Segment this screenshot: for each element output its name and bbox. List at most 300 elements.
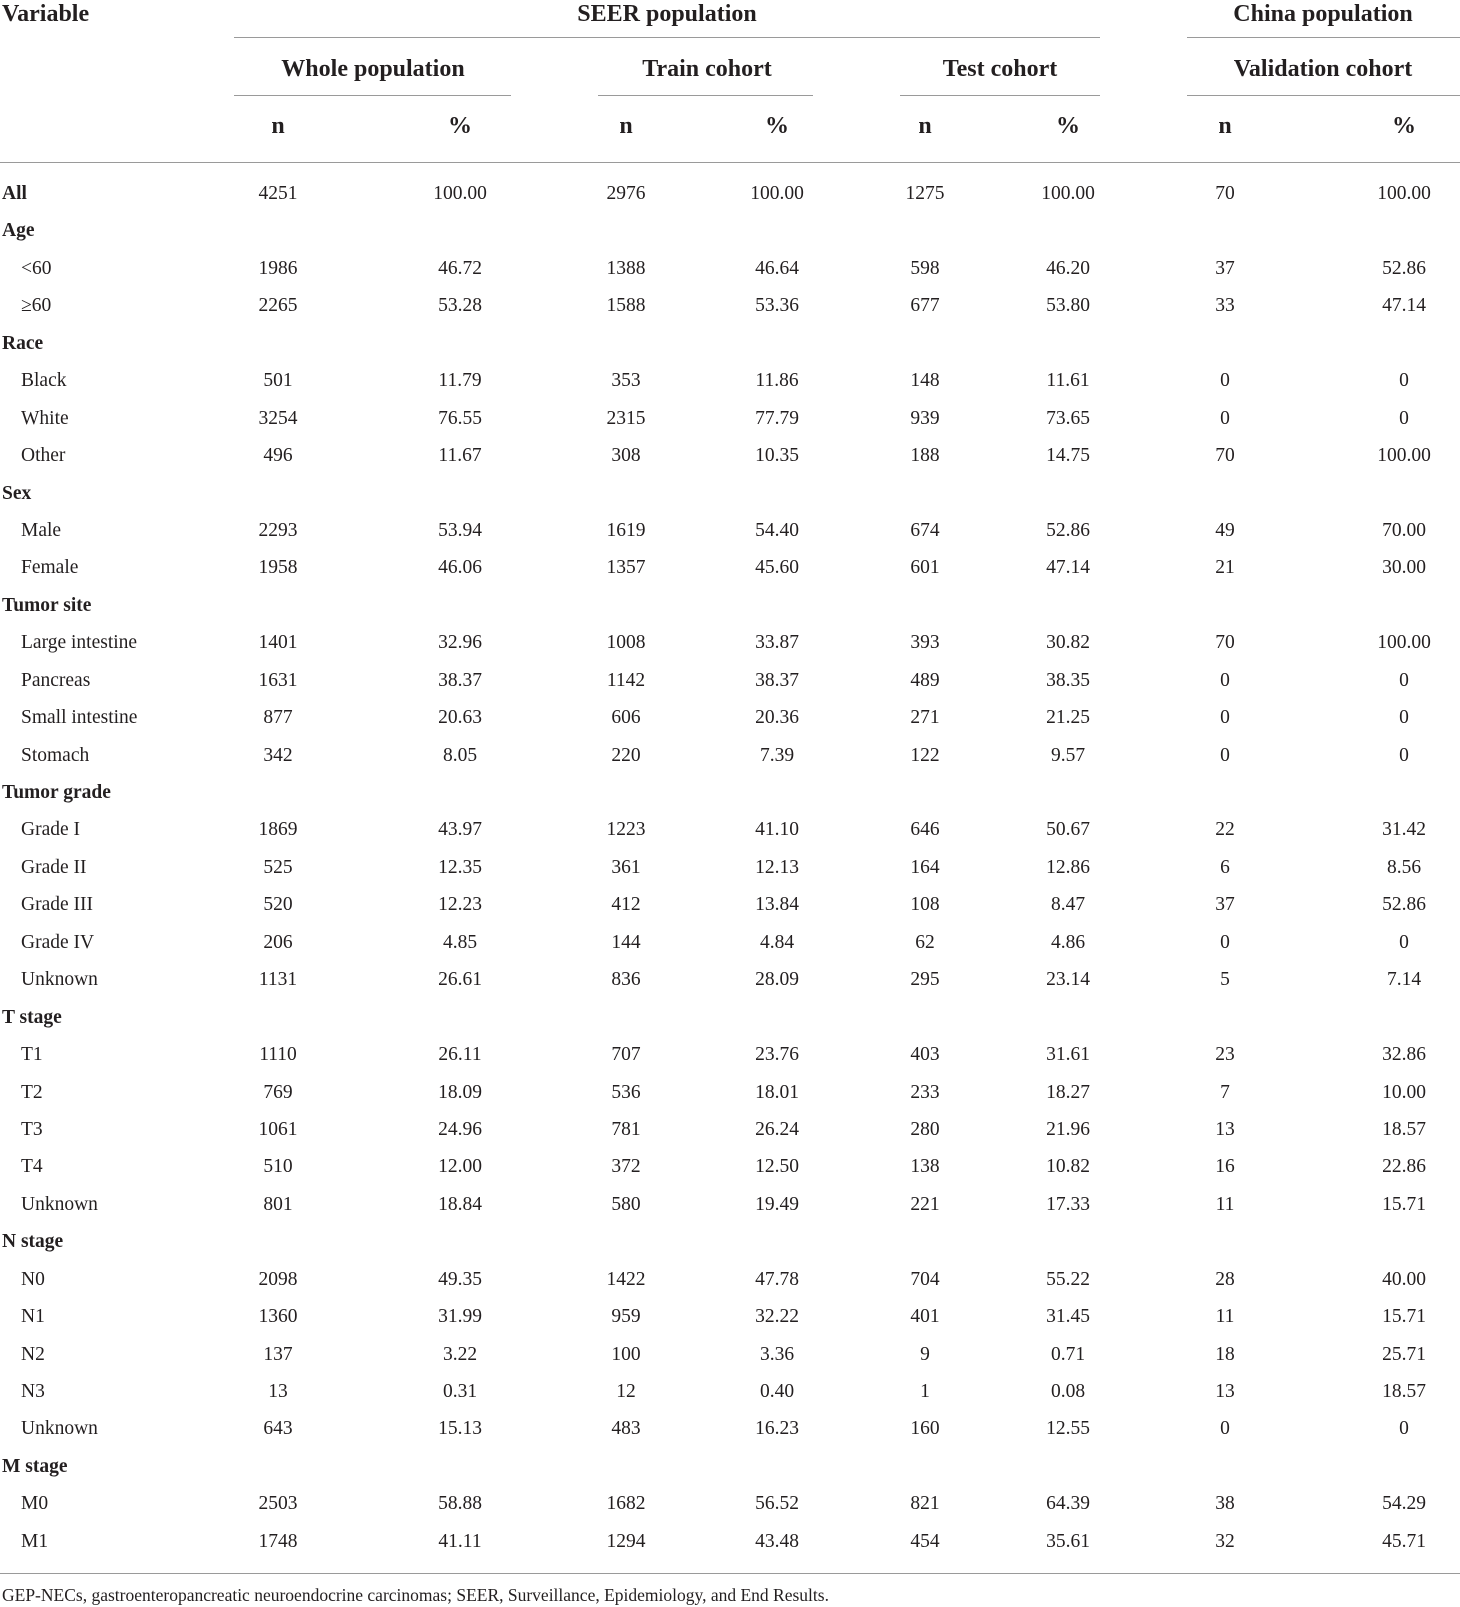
cell-train-pct: 38.37 <box>755 669 799 691</box>
cell-test-n: 122 <box>910 744 940 766</box>
table-row <box>0 1148 1460 1185</box>
table-row <box>0 362 1460 399</box>
validation-cohort-rule <box>1187 95 1460 96</box>
cell-validation-pct: 100.00 <box>1377 183 1431 204</box>
cell-train-pct: 19.49 <box>755 1193 799 1215</box>
cell-test-n: 108 <box>910 894 940 916</box>
cell-train-pct: 43.48 <box>755 1530 799 1552</box>
cell-whole-pct: 46.06 <box>438 557 482 579</box>
cell-train-pct: 11.86 <box>755 370 799 392</box>
cell-train-pct: 12.50 <box>755 1156 799 1178</box>
cell-whole-pct: 53.28 <box>438 295 482 317</box>
category-row <box>0 999 1460 1036</box>
cell-validation-pct: 0 <box>1399 407 1409 429</box>
cell-validation-pct: 0 <box>1399 744 1409 766</box>
cell-validation-n: 38 <box>1215 1493 1235 1515</box>
cell-test-n: 598 <box>910 257 940 279</box>
table-bottom-rule <box>0 1573 1460 1574</box>
cell-train-n: 1422 <box>606 1268 646 1290</box>
cell-train-n: 1619 <box>606 519 646 541</box>
row-label: N2 <box>21 1343 45 1365</box>
cell-train-n: 12 <box>616 1381 636 1402</box>
cell-whole-pct: 46.72 <box>438 257 482 279</box>
cell-validation-n: 0 <box>1220 707 1230 729</box>
row-label: Sex <box>2 482 32 504</box>
cell-whole-n: 801 <box>263 1193 293 1215</box>
row-label: Age <box>2 220 35 242</box>
table-row <box>0 1410 1460 1447</box>
cell-train-n: 1294 <box>606 1530 646 1552</box>
cell-test-n: 401 <box>910 1306 940 1328</box>
category-row <box>0 175 1460 212</box>
table-footnote: GEP-NECs, gastroenteropancreatic neuroendocrine carcinomas; SEER, Surveillance, Epidemiology, and End Results. <box>2 1585 829 1605</box>
cell-whole-pct: 15.13 <box>438 1418 482 1440</box>
cell-whole-pct: 38.37 <box>438 669 482 691</box>
cell-whole-pct: 11.67 <box>438 445 482 467</box>
header-whole-n: n <box>271 113 285 139</box>
cell-whole-n: 643 <box>263 1418 293 1440</box>
cell-whole-n: 877 <box>263 707 293 729</box>
cell-whole-pct: 53.94 <box>438 519 482 541</box>
cell-test-pct: 47.14 <box>1046 557 1090 579</box>
cell-train-pct: 53.36 <box>755 295 799 317</box>
cell-test-pct: 17.33 <box>1046 1193 1090 1215</box>
table-row <box>0 250 1460 287</box>
cell-test-pct: 38.35 <box>1046 669 1090 691</box>
cell-train-n: 536 <box>611 1081 641 1103</box>
cell-train-pct: 45.60 <box>755 557 799 579</box>
table-row <box>0 1111 1460 1148</box>
table-row <box>0 811 1460 848</box>
cell-test-pct: 31.45 <box>1046 1306 1090 1328</box>
cell-train-n: 353 <box>611 370 641 392</box>
cell-validation-n: 7 <box>1220 1081 1230 1103</box>
row-label: Female <box>21 557 79 579</box>
cell-validation-pct: 8.56 <box>1386 856 1422 878</box>
cell-validation-n: 16 <box>1215 1156 1235 1178</box>
cell-test-n: 674 <box>910 519 940 541</box>
cell-validation-n: 0 <box>1220 1418 1230 1440</box>
cell-validation-pct: 31.42 <box>1382 819 1426 841</box>
cell-whole-pct: 26.61 <box>438 969 482 991</box>
cell-validation-n: 70 <box>1215 183 1235 204</box>
cell-test-pct: 35.61 <box>1046 1530 1090 1552</box>
cell-whole-n: 2503 <box>258 1493 298 1515</box>
cell-validation-n: 0 <box>1220 370 1230 392</box>
row-label: Black <box>21 370 67 392</box>
cell-validation-pct: 0 <box>1399 370 1409 392</box>
cell-whole-pct: 58.88 <box>438 1493 482 1515</box>
cell-whole-n: 137 <box>263 1343 293 1365</box>
header-bottom-rule <box>0 162 1460 163</box>
cell-test-pct: 64.39 <box>1046 1493 1090 1515</box>
cell-train-pct: 3.36 <box>759 1343 795 1365</box>
cell-test-pct: 31.61 <box>1046 1044 1090 1066</box>
train-cohort-rule <box>598 95 813 96</box>
cell-train-pct: 33.87 <box>755 632 799 654</box>
cell-validation-pct: 18.57 <box>1382 1381 1426 1402</box>
cell-validation-pct: 70.00 <box>1382 519 1426 541</box>
cell-test-n: 489 <box>910 669 940 691</box>
row-label: T2 <box>21 1081 43 1103</box>
cell-train-pct: 56.52 <box>755 1493 799 1515</box>
cell-whole-n: 1869 <box>258 819 298 841</box>
cell-test-n: 1 <box>920 1381 930 1402</box>
cell-train-pct: 13.84 <box>755 894 799 916</box>
cell-validation-pct: 15.71 <box>1382 1306 1426 1328</box>
table-row <box>0 924 1460 961</box>
cell-validation-n: 32 <box>1215 1530 1235 1552</box>
cell-train-pct: 0.40 <box>759 1381 795 1402</box>
cell-train-pct: 41.10 <box>755 819 799 841</box>
cell-validation-pct: 100.00 <box>1377 632 1431 654</box>
cell-test-pct: 46.20 <box>1046 257 1090 279</box>
header-validation-pct: % <box>1392 113 1416 139</box>
row-label: Race <box>2 332 44 354</box>
cell-train-pct: 4.84 <box>759 931 795 953</box>
cell-validation-pct: 0 <box>1399 707 1409 729</box>
cell-train-n: 1388 <box>606 257 646 279</box>
table-row <box>0 737 1460 774</box>
cell-whole-n: 1631 <box>258 669 298 691</box>
cell-test-n: 9 <box>920 1343 930 1365</box>
row-label: Tumor grade <box>2 782 111 803</box>
cell-validation-pct: 10.00 <box>1382 1081 1426 1103</box>
category-row <box>0 212 1460 249</box>
cell-train-n: 483 <box>611 1418 641 1440</box>
cell-test-pct: 18.27 <box>1046 1081 1090 1103</box>
header-validation-n: n <box>1218 113 1232 139</box>
cell-whole-n: 1061 <box>258 1118 298 1140</box>
cell-train-n: 361 <box>611 856 641 878</box>
category-row <box>0 587 1460 624</box>
cell-test-n: 271 <box>910 707 940 729</box>
header-test-pct: % <box>1056 113 1080 139</box>
row-label: Unknown <box>21 1418 98 1440</box>
table-row <box>0 699 1460 736</box>
row-label: T1 <box>21 1044 43 1066</box>
category-row <box>0 475 1460 512</box>
table-row <box>0 961 1460 998</box>
whole-population-rule <box>234 95 511 96</box>
table-row <box>0 549 1460 586</box>
cell-whole-pct: 32.96 <box>438 632 482 654</box>
cell-test-pct: 73.65 <box>1046 407 1090 429</box>
table-row <box>0 1036 1460 1073</box>
cell-train-n: 412 <box>611 894 641 916</box>
row-label: All <box>2 183 27 204</box>
cell-validation-pct: 52.86 <box>1382 894 1426 916</box>
test-cohort-rule <box>900 95 1100 96</box>
header-variable: Variable <box>2 1 90 27</box>
row-label: Grade I <box>21 819 81 841</box>
cell-train-pct: 100.00 <box>750 183 804 204</box>
cell-validation-n: 0 <box>1220 931 1230 953</box>
cell-test-n: 601 <box>910 557 940 579</box>
cell-test-pct: 10.82 <box>1046 1156 1090 1178</box>
cell-whole-pct: 12.00 <box>438 1156 482 1178</box>
row-label: ≥60 <box>21 295 52 317</box>
cell-validation-n: 21 <box>1215 557 1235 579</box>
row-label: Grade II <box>21 856 87 878</box>
cell-whole-pct: 43.97 <box>438 819 482 841</box>
cell-validation-pct: 40.00 <box>1382 1268 1426 1290</box>
cell-test-n: 62 <box>915 931 935 953</box>
table-row <box>0 1485 1460 1522</box>
row-label: Grade III <box>21 894 93 916</box>
cell-whole-n: 206 <box>263 931 293 953</box>
cell-whole-pct: 18.84 <box>438 1193 482 1215</box>
row-label: Tumor site <box>2 594 92 616</box>
cell-validation-pct: 22.86 <box>1382 1156 1426 1178</box>
row-label: Large intestine <box>21 632 138 654</box>
cell-train-n: 220 <box>611 744 641 766</box>
cell-whole-n: 13 <box>268 1381 288 1402</box>
header-test-n: n <box>918 113 932 139</box>
cell-test-pct: 12.86 <box>1046 856 1090 878</box>
cell-validation-n: 18 <box>1215 1343 1235 1365</box>
cell-whole-n: 501 <box>263 370 293 392</box>
row-label: M stage <box>2 1455 68 1477</box>
cell-test-pct: 52.86 <box>1046 519 1090 541</box>
cell-test-n: 646 <box>910 819 940 841</box>
table-row <box>0 1523 1460 1560</box>
row-label: Grade IV <box>21 931 95 953</box>
cell-train-n: 1142 <box>606 669 646 691</box>
cell-whole-pct: 4.85 <box>442 931 478 953</box>
table-row <box>0 1336 1460 1373</box>
cell-validation-n: 23 <box>1215 1044 1235 1066</box>
cell-test-pct: 12.55 <box>1046 1418 1090 1440</box>
cell-test-pct: 0.08 <box>1050 1381 1086 1402</box>
cell-test-n: 295 <box>910 969 940 991</box>
cell-validation-n: 28 <box>1215 1268 1235 1290</box>
cell-whole-n: 2265 <box>258 295 298 317</box>
cell-test-pct: 4.86 <box>1050 931 1086 953</box>
category-row <box>0 325 1460 362</box>
cell-whole-pct: 76.55 <box>438 407 482 429</box>
table-row <box>0 287 1460 324</box>
cell-validation-pct: 47.14 <box>1382 295 1426 317</box>
table-row <box>0 886 1460 923</box>
table-row <box>0 400 1460 437</box>
cell-validation-n: 22 <box>1215 819 1235 841</box>
cell-test-pct: 14.75 <box>1046 445 1090 467</box>
table-row <box>0 1186 1460 1223</box>
cell-test-pct: 21.96 <box>1046 1118 1090 1140</box>
cell-whole-n: 342 <box>263 744 293 766</box>
category-row <box>0 774 1460 811</box>
header-whole-population: Whole population <box>281 56 465 82</box>
cell-validation-pct: 15.71 <box>1382 1193 1426 1215</box>
category-row <box>0 1448 1460 1485</box>
cell-whole-pct: 24.96 <box>438 1118 482 1140</box>
cell-train-n: 707 <box>611 1044 641 1066</box>
row-label: T3 <box>21 1118 43 1140</box>
cell-train-pct: 18.01 <box>755 1081 799 1103</box>
row-label: Small intestine <box>21 707 138 729</box>
cell-train-n: 1008 <box>606 632 646 654</box>
cell-whole-pct: 26.11 <box>438 1044 482 1066</box>
cell-validation-pct: 30.00 <box>1382 557 1426 579</box>
cell-whole-n: 769 <box>263 1081 293 1103</box>
cell-train-pct: 47.78 <box>755 1268 799 1290</box>
row-label: Male <box>21 519 62 541</box>
cell-train-pct: 23.76 <box>755 1044 799 1066</box>
cell-train-pct: 20.36 <box>755 707 799 729</box>
cell-train-n: 580 <box>611 1193 641 1215</box>
cell-train-n: 308 <box>611 445 641 467</box>
cell-validation-pct: 100.00 <box>1377 445 1431 467</box>
header-validation-cohort: Validation cohort <box>1233 56 1413 82</box>
cell-whole-pct: 18.09 <box>438 1081 482 1103</box>
table-row <box>0 1298 1460 1335</box>
cell-train-n: 836 <box>611 969 641 991</box>
cell-train-n: 144 <box>611 931 641 953</box>
cell-whole-n: 496 <box>263 445 293 467</box>
cell-validation-n: 13 <box>1215 1381 1235 1402</box>
cell-whole-n: 1131 <box>258 969 298 991</box>
cell-test-n: 393 <box>910 632 940 654</box>
cell-train-pct: 77.79 <box>755 407 799 429</box>
table-row <box>0 437 1460 474</box>
cell-test-n: 454 <box>910 1530 940 1552</box>
cell-whole-pct: 100.00 <box>433 183 487 204</box>
category-row <box>0 1223 1460 1260</box>
table-body <box>0 175 1460 1560</box>
row-label: Unknown <box>21 969 98 991</box>
row-label: N stage <box>2 1231 64 1253</box>
cell-train-n: 1357 <box>606 557 646 579</box>
cell-train-n: 606 <box>611 707 641 729</box>
cell-validation-pct: 52.86 <box>1382 257 1426 279</box>
header-train-cohort: Train cohort <box>642 56 772 82</box>
cell-train-n: 781 <box>611 1118 641 1140</box>
china-group-rule <box>1187 37 1460 38</box>
cell-train-n: 1682 <box>606 1493 646 1515</box>
cell-whole-n: 2098 <box>258 1268 298 1290</box>
cell-whole-n: 520 <box>263 894 293 916</box>
row-label: N1 <box>21 1306 45 1328</box>
cell-whole-pct: 12.35 <box>438 856 482 878</box>
cell-whole-pct: 0.31 <box>442 1381 478 1402</box>
row-label: Stomach <box>21 744 90 766</box>
header-seer-population: SEER population <box>577 1 757 27</box>
cell-test-n: 233 <box>910 1081 940 1103</box>
cell-validation-n: 0 <box>1220 407 1230 429</box>
header-whole-pct: % <box>448 113 472 139</box>
cell-test-pct: 8.47 <box>1050 894 1086 916</box>
cell-test-n: 221 <box>910 1193 940 1215</box>
table-row <box>0 512 1460 549</box>
row-label: Unknown <box>21 1193 98 1215</box>
row-label: T stage <box>2 1006 62 1028</box>
cell-test-pct: 30.82 <box>1046 632 1090 654</box>
cell-validation-n: 13 <box>1215 1118 1235 1140</box>
cell-validation-n: 49 <box>1215 519 1235 541</box>
row-label: M0 <box>21 1493 49 1515</box>
cell-train-n: 2976 <box>606 183 646 204</box>
cell-whole-n: 510 <box>263 1156 293 1178</box>
cell-test-pct: 9.57 <box>1050 744 1086 766</box>
row-label: T4 <box>21 1156 43 1178</box>
cell-whole-n: 525 <box>263 856 293 878</box>
cell-train-n: 2315 <box>606 407 646 429</box>
cell-validation-n: 37 <box>1215 894 1235 916</box>
cell-validation-n: 5 <box>1220 969 1230 991</box>
cell-test-n: 164 <box>910 856 940 878</box>
cell-test-pct: 21.25 <box>1046 707 1090 729</box>
cell-whole-pct: 8.05 <box>442 744 478 766</box>
cell-test-pct: 50.67 <box>1046 819 1090 841</box>
cell-whole-n: 1986 <box>258 257 298 279</box>
cell-test-n: 188 <box>910 445 940 467</box>
row-label: N0 <box>21 1268 45 1290</box>
cell-train-pct: 54.40 <box>755 519 799 541</box>
cell-test-pct: 53.80 <box>1046 295 1090 317</box>
cell-whole-n: 2293 <box>258 519 298 541</box>
cell-whole-n: 1401 <box>258 632 298 654</box>
cell-whole-n: 1360 <box>258 1306 298 1328</box>
cell-test-pct: 55.22 <box>1046 1268 1090 1290</box>
header-train-n: n <box>619 113 633 139</box>
table-row <box>0 1373 1460 1410</box>
cell-whole-n: 3254 <box>258 407 298 429</box>
cell-test-n: 138 <box>910 1156 940 1178</box>
cell-test-n: 704 <box>910 1268 940 1290</box>
cell-test-pct: 100.00 <box>1041 183 1095 204</box>
cell-whole-pct: 3.22 <box>442 1343 478 1365</box>
cell-test-n: 160 <box>910 1418 940 1440</box>
cell-validation-pct: 25.71 <box>1382 1343 1426 1365</box>
cell-train-pct: 26.24 <box>755 1118 799 1140</box>
cell-test-n: 939 <box>910 407 940 429</box>
cell-validation-n: 70 <box>1215 632 1235 654</box>
cell-validation-pct: 0 <box>1399 669 1409 691</box>
cell-train-pct: 28.09 <box>755 969 799 991</box>
table-row <box>0 849 1460 886</box>
cell-validation-pct: 7.14 <box>1386 969 1422 991</box>
cell-validation-n: 0 <box>1220 669 1230 691</box>
cell-whole-n: 1110 <box>259 1044 297 1066</box>
cell-train-n: 959 <box>611 1306 641 1328</box>
cell-test-n: 280 <box>910 1118 940 1140</box>
cell-validation-pct: 32.86 <box>1382 1044 1426 1066</box>
cell-validation-n: 33 <box>1215 295 1235 317</box>
cell-whole-pct: 31.99 <box>438 1306 482 1328</box>
cell-validation-n: 6 <box>1220 856 1230 878</box>
cell-validation-pct: 0 <box>1399 1418 1409 1440</box>
row-label: N3 <box>21 1381 45 1402</box>
cell-test-n: 403 <box>910 1044 940 1066</box>
table-row <box>0 624 1460 661</box>
cell-whole-pct: 20.63 <box>438 707 482 729</box>
cell-whole-n: 1748 <box>258 1530 298 1552</box>
cell-validation-n: 0 <box>1220 744 1230 766</box>
cell-train-n: 372 <box>611 1156 641 1178</box>
header-china-population: China population <box>1233 1 1413 27</box>
table-row <box>0 1074 1460 1111</box>
row-label: M1 <box>21 1530 49 1552</box>
cell-test-pct: 11.61 <box>1046 370 1090 392</box>
row-label: <60 <box>21 257 52 279</box>
cell-validation-pct: 45.71 <box>1382 1530 1426 1552</box>
cell-test-n: 1275 <box>905 183 945 204</box>
cell-validation-n: 11 <box>1215 1306 1235 1328</box>
table-row <box>0 1261 1460 1298</box>
row-label: White <box>21 407 69 429</box>
cell-test-pct: 0.71 <box>1050 1343 1086 1365</box>
